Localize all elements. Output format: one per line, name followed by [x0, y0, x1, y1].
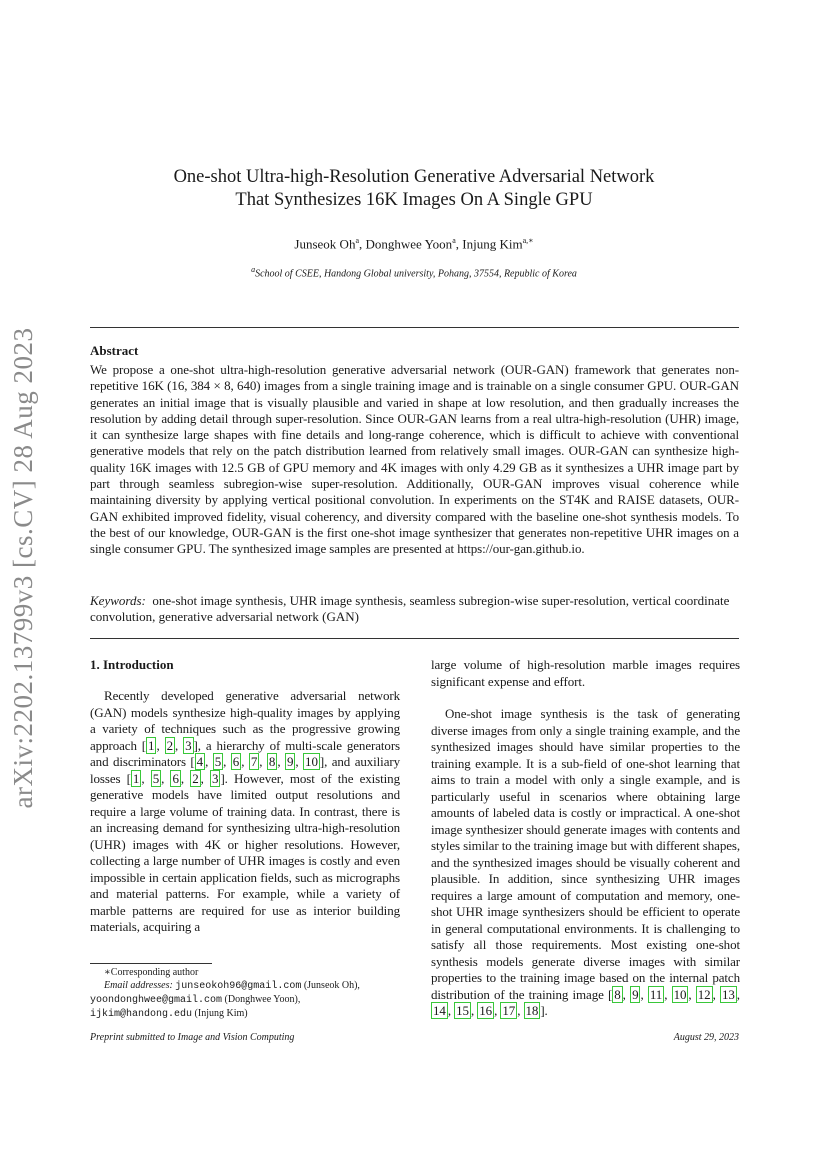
- citation-link[interactable]: 6: [232, 754, 240, 769]
- citation-link[interactable]: 3: [212, 770, 219, 786]
- footer-date: August 29, 2023: [673, 1032, 739, 1043]
- author-name: Donghwee Yoon: [365, 236, 453, 252]
- citation-link[interactable]: 5: [214, 754, 222, 769]
- email-owner: (Donghwee Yoon),: [222, 994, 301, 1005]
- email-link[interactable]: junseokoh96@gmail.com: [175, 981, 302, 992]
- author-sup: a,∗: [522, 236, 534, 245]
- author-sup: a: [452, 236, 456, 245]
- text-run: ].: [540, 1003, 548, 1018]
- email-link[interactable]: yoondonghwee@gmail.com: [90, 995, 223, 1006]
- citation-link[interactable]: 1: [148, 737, 155, 753]
- intro-left-column: [90, 688, 400, 936]
- citation-link[interactable]: 8: [614, 986, 621, 1002]
- citation-link[interactable]: 5: [152, 770, 160, 786]
- section-heading: 1. Introduction: [90, 657, 174, 672]
- citation-link[interactable]: 4: [196, 754, 204, 769]
- footnote-email-label: Email addresses:: [104, 980, 173, 991]
- top-rule: [90, 327, 739, 328]
- text-run: One-shot image synthesis is the task of generating diverse images from only a single training example, and the synthesized images should have similar properties to the training example. It is a sub-field of one-shot learning that aims to train a model with only a single example, and is particularly useful in scenarios where obtaining large amounts of labeled data is costly or impractical. A one-shot image synthesizer should generate images with contents and styles similar to the training image but with different shapes, and the synthesized images should be visually coherent and plausible. In addition, since synthesizing UHR images requires a large amount of computation and memory, one-shot UHR image synthesizers should be efficient to operate in general computational environments. It is challenging to satisfy all those requirements. Most existing one-shot synthesis models generate diverse images with similar properties to the training image based on the internal patch distribution of the training image [: [431, 706, 741, 1002]
- citation-group: 8 , 9 , 11 , 10 , 12 , 13 , 14 , 15 , 16 , 17 , 18: [433, 986, 740, 1018]
- citation-link[interactable]: 3: [185, 737, 192, 753]
- citation-link[interactable]: 17: [502, 1003, 516, 1018]
- citation-link[interactable]: 2: [192, 770, 199, 786]
- affiliation-sup: a: [251, 265, 256, 274]
- citation-link[interactable]: 12: [697, 986, 711, 1002]
- footnote-rule: [90, 963, 212, 964]
- affiliation-text: School of CSEE, Handong Global university, Pohang, 37554, Republic of Korea: [255, 268, 577, 280]
- paper-title: [90, 166, 738, 212]
- title-line-1: One-shot Ultra-high-Resolution Generative Adversarial Network: [173, 167, 655, 187]
- intro-right-column: [431, 706, 740, 1020]
- abstract-heading: Abstract: [90, 343, 139, 358]
- author-name: Injung Kim: [462, 236, 523, 252]
- citation-link[interactable]: 9: [632, 986, 639, 1002]
- footnote-corresponding: ∗Corresponding author: [104, 967, 199, 978]
- text-run: ]. However, most of the existing generative models have limited output resolutions and require a large volume of training data. In contrast, there is an increasing demand for synthesizing ultra-high-resolution (UHR) images with 4K or higher resolutions. However, collecting a large number of UHR images is costly and even impossible in certain application fields, such as micrographs and material patterns. For example, while a variety of marble patterns are required for use as interior building materials, acquiring a: [90, 770, 400, 934]
- citation-link[interactable]: 18: [525, 1003, 539, 1018]
- affiliation: [90, 265, 738, 279]
- citation-link[interactable]: 6: [172, 770, 179, 786]
- keywords-label: Keywords:: [90, 593, 146, 608]
- author-sep: ,: [359, 236, 366, 252]
- text-run: ], and auxiliary losses [: [90, 754, 400, 786]
- citation-link[interactable]: 15: [456, 1003, 469, 1018]
- citation-link[interactable]: 2: [166, 737, 173, 753]
- title-line-2: That Synthesizes 16K Images On A Single GPU: [235, 190, 593, 210]
- citation-group: 1 , 2 , 3: [148, 737, 192, 753]
- author-name: Junseok Oh: [294, 236, 356, 252]
- citation-group: 4 , 5 , 6 , 7 , 8 , 9 , 10: [196, 754, 318, 769]
- footer-journal: Preprint submitted to Image and Vision Computing: [90, 1032, 295, 1043]
- citation-link[interactable]: 9: [286, 754, 294, 769]
- citation-link[interactable]: 13: [721, 986, 735, 1002]
- citation-link[interactable]: 8: [268, 754, 276, 769]
- citation-link[interactable]: 1: [132, 770, 140, 786]
- email-link[interactable]: ijkim@handong.edu: [90, 1009, 193, 1020]
- citation-link[interactable]: 14: [433, 1003, 446, 1018]
- bottom-rule: [90, 638, 739, 639]
- keywords: [90, 593, 739, 626]
- citation-link[interactable]: 10: [305, 754, 318, 769]
- email-owner: (Injung Kim): [192, 1008, 248, 1019]
- keywords-text: one-shot image synthesis, UHR image synthesis, seamless subregion-wise super-resolution, vertical coordinate convolution, generative adversarial network (GAN): [90, 593, 730, 625]
- arxiv-stamp: arXiv:2202.13799v3 [cs.CV] 28 Aug 2023: [8, 327, 38, 809]
- text-run: ], a hierarchy of multi-scale generators and discriminators [: [90, 737, 401, 769]
- author-list: [90, 236, 738, 252]
- text-run: Recently developed generative adversarial network (GAN) models synthesize high-quality images by applying a variety of techniques such as the progressive growing approach [: [90, 688, 400, 753]
- citation-link[interactable]: 16: [479, 1003, 493, 1018]
- intro-right-continuation: large volume of high-resolution marble images requires significant expense and effort.: [431, 657, 740, 689]
- citation-group: 1 , 5 , 6 , 2 , 3: [132, 770, 219, 786]
- abstract-text: We propose a one-shot ultra-high-resolution generative adversarial network (OUR-GAN) framework that generates non-repetitive 16K (16, 384 × 8, 640) images from a single training image and is trainable on a single consumer GPU. OUR-GAN generates an initial image that is visually plausible and varied in shape at low resolution, and then gradually increases the resolution by adding detail through super-resolution. Since OUR-GAN learns from a real ultra-high-resolution (UHR) image, it can synthesize large shapes with fine details and long-range coherence, which is difficult to achieve with conventional generative models that rely on the patch distribution learned from relatively small images. OUR-GAN can synthesize high-quality 16K images with 12.5 GB of GPU memory and 4K images with only 4.29 GB as it synthesizes a UHR image part by part through seamless subregion-wise super-resolution. Additionally, OUR-GAN improves visual coherence while maintaining diversity by applying vertical positional convolution. In experiments on the ST4K and RAISE datasets, OUR-GAN exhibited improved fidelity, visual coherency, and diversity compared with the baseline one-shot synthesis models. To the best of our knowledge, OUR-GAN is the first one-shot image synthesizer that generates non-repetitive UHR images on a single consumer GPU. The synthesized image samples are presented at https://our-gan.github.io.: [90, 362, 739, 557]
- citation-link[interactable]: 7: [250, 754, 258, 769]
- author-sup: a: [355, 236, 360, 245]
- author-sep: ,: [455, 236, 463, 252]
- email-owner: (Junseok Oh),: [301, 980, 360, 991]
- footnote: [90, 966, 400, 1021]
- citation-link[interactable]: 11: [649, 986, 663, 1002]
- citation-link[interactable]: 10: [673, 986, 687, 1002]
